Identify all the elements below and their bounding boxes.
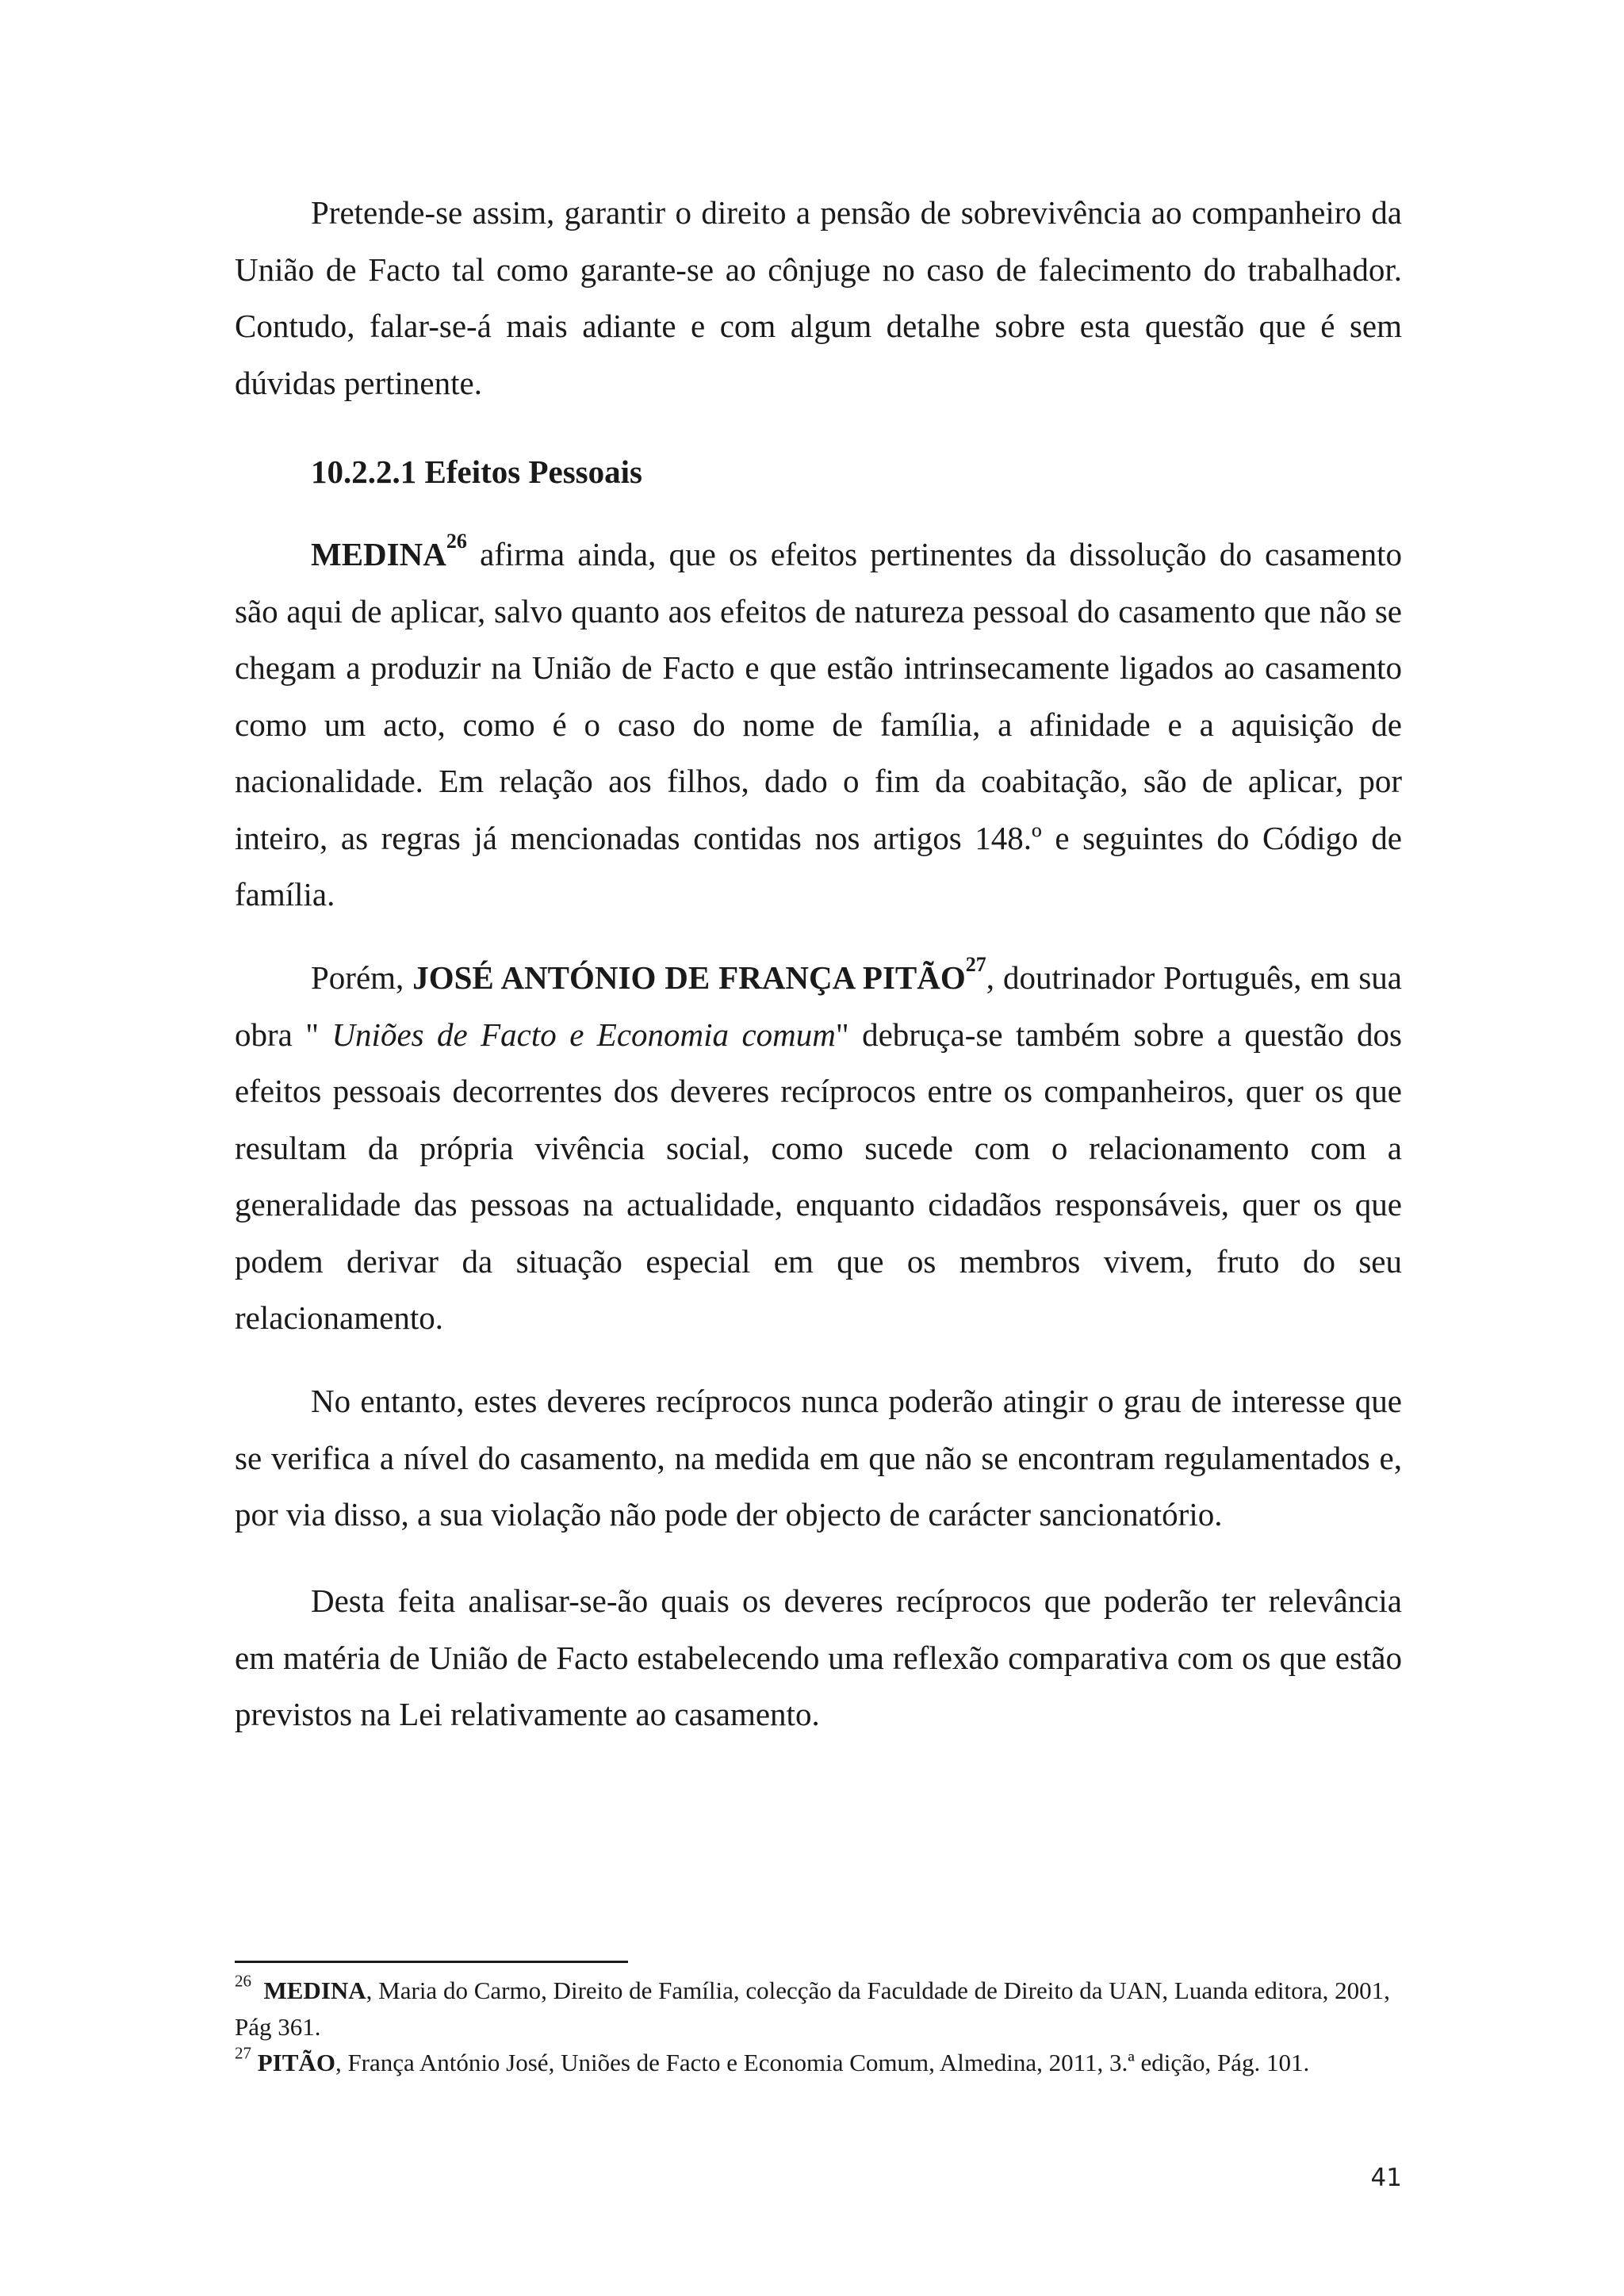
book-title: Uniões de Facto e Economia comum xyxy=(331,1016,836,1053)
footnote-number: 26 xyxy=(235,1971,251,1991)
footnote-separator xyxy=(235,1961,628,1963)
paragraph-3-before-title: , doutrinador Português, em sua obra " xyxy=(235,959,1403,1053)
footnotes xyxy=(235,1973,1402,2081)
footnote-text: , França António José, Uniões de Facto e Economia Comum, Almedina, 2011, 3.ª edição, Pág. 101. xyxy=(335,2049,1310,2076)
paragraph-1 xyxy=(235,185,1402,411)
footnote-text: , Maria do Carmo, Direito de Família, colecção da Faculdade de Direito da UAN, Luanda editora, 2001, Pág 361. xyxy=(235,1976,1390,2041)
footnote-author: MEDINA xyxy=(263,1976,366,2004)
paragraph-3-lead: Porém, xyxy=(311,959,413,996)
paragraph-4 xyxy=(235,1373,1402,1544)
footnote-author: PITÃO xyxy=(257,2049,335,2076)
paragraph-5 xyxy=(235,1573,1402,1743)
paragraph-2-text xyxy=(235,526,1402,924)
footnote-ref-26[interactable]: 26 xyxy=(446,529,467,553)
author-pitao: JOSÉ ANTÓNIO DE FRANÇA PITÃO xyxy=(412,959,966,996)
paragraph-3 xyxy=(235,950,1402,1347)
paragraph-1-text: Pretende-se assim, garantir o direito a pensão de sobrevivência ao companheiro da União de Facto tal como garante-se ao cônjuge no caso de falecimento do trabalhador. Contudo, falar-se-á mais adiante e com algum detalhe sobre esta questão que é sem dúvidas pertinente. xyxy=(235,194,1402,401)
paragraph-5-text: Desta feita analisar-se-ão quais os deveres recíprocos que poderão ter relevância em matéria de União de Facto estabelecendo uma reflexão comparativa com os que estão previstos na Lei relativamente ao casamento. xyxy=(235,1582,1402,1732)
paragraph-3-after-title: " debruça-se também sobre a questão dos efeitos pessoais decorrentes dos deveres recíprocos entre os companheiros, quer os que resultam da própria vivência social, como sucede com o relacionamento com a generalidade das pessoas na actualidade, enquanto cidadãos responsáveis, quer os que podem derivar da situação especial em que os membros vivem, fruto do seu relacionamento. xyxy=(235,1016,1403,1336)
paragraph-3-text xyxy=(235,950,1402,1347)
author-medina: MEDINA xyxy=(311,536,446,572)
paragraph-2 xyxy=(235,526,1402,924)
section-heading: 10.2.2.1 Efeitos Pessoais xyxy=(311,453,642,490)
paragraph-4-text: No entanto, estes deveres recíprocos nunca poderão atingir o grau de interesse que se verifica a nível do casamento, na medida em que não se encontram regulamentados e, por via disso, a sua violação não pode der objecto de carácter sancionatório. xyxy=(235,1383,1402,1533)
footnote-number: 27 xyxy=(235,2043,251,2063)
page-number: 41 xyxy=(1370,2164,1402,2192)
footnote-ref-27[interactable]: 27 xyxy=(965,952,986,976)
footnote-27 xyxy=(235,2045,1402,2081)
footnote-26 xyxy=(235,1973,1402,2045)
paragraph-2-body: afirma ainda, que os efeitos pertinentes da dissolução do casamento são aqui de aplicar, salvo quanto aos efeitos de natureza pessoal do casamento que não se chegam a produzir na União de Facto e que estão intrinsecamente ligados ao casamento como um acto, como é o caso do nome de família, a afinidade e a aquisição de nacionalidade. Em relação aos filhos, dado o fim da coabitação, são de aplicar, por inteiro, as regras já mencionadas contidas nos artigos 148.º e seguintes do Código de família. xyxy=(235,536,1402,913)
